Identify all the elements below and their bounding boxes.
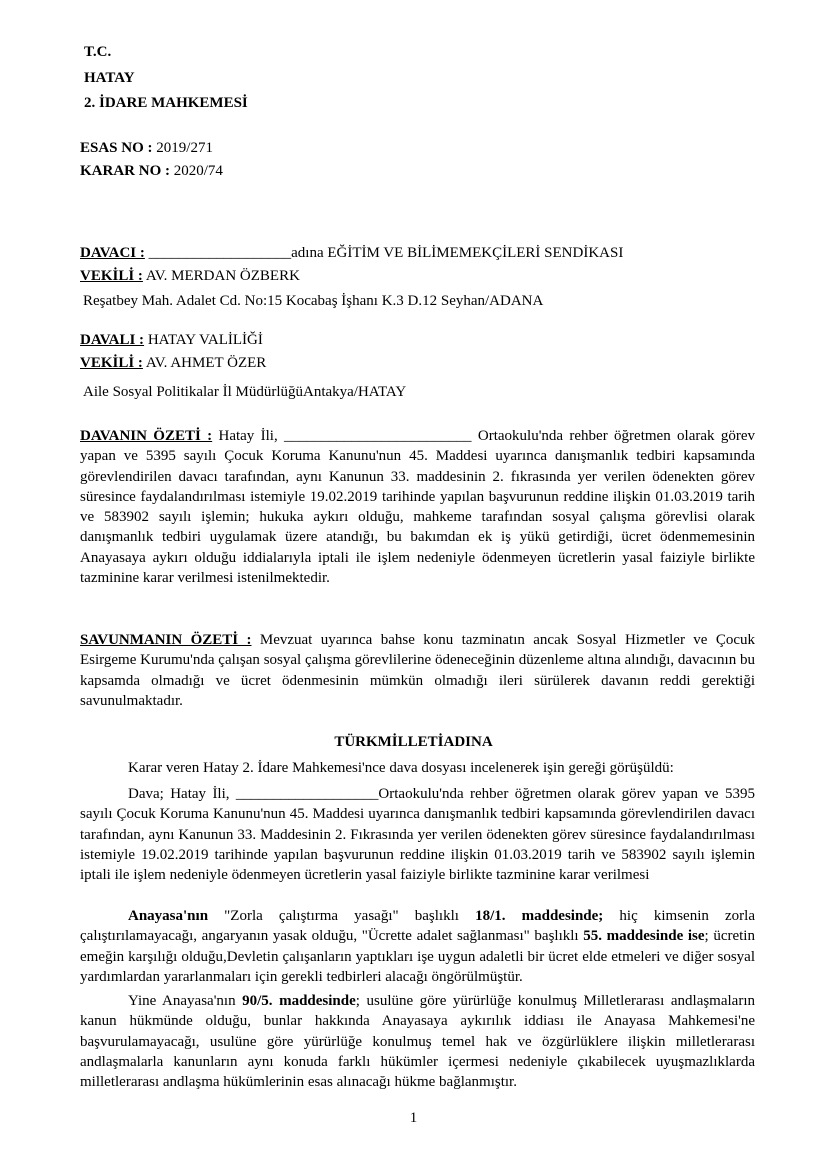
defendant-label: DAVALI : (80, 332, 145, 348)
para2-bold-2: 18/1. maddesinde; (475, 908, 604, 924)
summary-text: Hatay İli, _________________________ Ortaokulu'nda rehber öğretmen olarak görev yapan ve 5395 sayılı Çocuk Koruma Kanunu'nun 45. Maddesi uyarınca danışmanlık tedbiri kapsamında görevlendirilen davacı tarafından, aynı Kanunun 33. maddesinin 2. fıkrasında yer verilen ödenekten görev süresince faydalandırılması istemiyle 19.02.2019 tarihinde yapılan başvurunun reddine ilişkin 01.03.2019 tarih ve 583902 sayılı işlemin; hukuka aykırı olduğu, mahkeme tarafından sosyal çalışma görevlisi olarak danışmanlık tedbiri uygulamak üzere atandığı, bu bakımdan ek iş yükü getirdiği, ücret ödenmemesinin Anayasaya aykırı olduğu iddialarıyla iptali ile işlem nedeniyle ödenmeyen ücretlerin yasal faiziyle birlikte tazminine karar verilmesi istenilmektedir. (80, 428, 755, 587)
para2-text-3: ; ücretin emeğin karşılığı olduğu,Devletin çalışanların yaptıkları işe uygun adaletli bir ücret elde etmeleri ve diğer sosyal yardımlardan yararlanmaları için gerekli tedbirleri alacağı öngörülmüştür. (80, 928, 755, 985)
karar-value: 2020/74 (170, 163, 223, 179)
header-city: HATAY (84, 69, 135, 86)
defendant-counsel-label: VEKİLİ : (80, 355, 143, 371)
defense-text: Mevzuat uyarınca bahse konu tazminatın ancak Sosyal Hizmetler ve Çocuk Esirgeme Kurumu'nda çalışan sosyal çalışma görevlilerine ödeneceğinin düzenleme altına alındığı, davacının bu kapsamda olmadığı ve ücret ödenmesinin mümkün olmadığı ileri sürülerek davanın reddi gerektiği savunulmaktadır. (80, 632, 755, 709)
defense-summary (80, 630, 755, 711)
header-tc: T.C. (84, 44, 112, 60)
esas-label: ESAS NO : (80, 140, 153, 156)
page-number: 1 (409, 1110, 418, 1126)
plaintiff-label: DAVACI : (80, 245, 145, 261)
paragraph-case: Dava; Hatay İli, ___________________Ortaokulu'nda rehber öğretmen olarak görev yapan ve 5395 sayılı Çocuk Koruma Kanunu'nun 45. Maddesi uyarınca danışmanlık tedbiri kapsamında görevlendirilen davacı tarafından, aynı Kanunun 33. Maddesinin 2. Fıkrasında yer verilen ödenekten görev süresince faydalandırılması istemiyle 19.02.2019 tarihinde yapılan başvurunun reddine ilişkin 01.03.2019 tarih ve 583902 sayılı işlemin iptali ile işlem nedeniyle ödenmeyen ücretlerin yasal faiziyle birlikte tazminine karar verilmesi (80, 786, 755, 884)
para3-text-2: ; usulüne göre yürürlüğe konulmuş Milletlerarası andlaşmaların kanun hükmünde olduğu, bunlar hakkında Anayasaya aykırılık iddiası ile Anayasa Mahkemesi'ne başvurulamayacağı, usulüne göre yürürlüğe konulmuş temel hak ve özgürlüklere ilişkin milletlerarası andlaşmalarla kanunların aynı konuda farklı hükümler içermesi nedeniyle çıkabilecek uyuşmazlıklarda milletlerarası andlaşma hükümlerinin esas alınacağı hükme bağlanmıştır. (80, 993, 755, 1091)
paragraph-constitution-90 (80, 991, 755, 1092)
para2-bold-3: 55. maddesinde ise (583, 928, 705, 945)
plaintiff-block (80, 242, 755, 313)
decision-title: TÜRKMİLLETİADINA (334, 734, 493, 750)
para2-bold-1: Anayasa'nın (128, 908, 209, 924)
defendant-address: Aile Sosyal Politikalar İl MüdürlüğüAntakya/HATAY (83, 384, 407, 400)
court-header (84, 40, 248, 117)
para3-bold-1: 90/5. maddesinde (242, 993, 356, 1009)
case-numbers (80, 137, 755, 183)
defendant-counsel-value: AV. AHMET ÖZER (142, 355, 267, 371)
plaintiff-value: ___________________adına EĞİTİM VE BİLİMEMEKÇİLERİ SENDİKASI (144, 245, 624, 261)
case-summary (80, 426, 755, 588)
para3-text-1: Yine Anayasa'nın (128, 993, 243, 1009)
plaintiff-address: Reşatbey Mah. Adalet Cd. No:15 Kocabaş İşhanı K.3 D.12 Seyhan/ADANA (83, 293, 544, 309)
header-court: 2. İDARE MAHKEMESİ (84, 95, 248, 111)
defendant-value: HATAY VALİLİĞİ (144, 332, 263, 348)
para2-text-1: "Zorla çalıştırma yasağı" başlıklı (208, 908, 476, 924)
paragraph-constitution-18-55 (80, 906, 755, 987)
plaintiff-counsel-label: VEKİLİ : (80, 268, 143, 284)
plaintiff-counsel-value: AV. MERDAN ÖZBERK (142, 268, 300, 284)
intro-paragraph: Karar veren Hatay 2. İdare Mahkemesi'nce dava dosyası incelenerek işin gereği görüşüldü: (128, 760, 674, 776)
para2-text-2: hiç kimsenin zorla çalıştırılamayacağı, angaryanın yasak olduğu, "Ücrette adalet sağlanması" başlıklı (80, 908, 755, 945)
defense-label: SAVUNMANIN ÖZETİ : (80, 632, 252, 648)
summary-label: DAVANIN ÖZETİ : (80, 428, 213, 444)
karar-label: KARAR NO : (80, 163, 170, 179)
esas-value: 2019/271 (152, 140, 213, 156)
defendant-block (80, 329, 755, 404)
